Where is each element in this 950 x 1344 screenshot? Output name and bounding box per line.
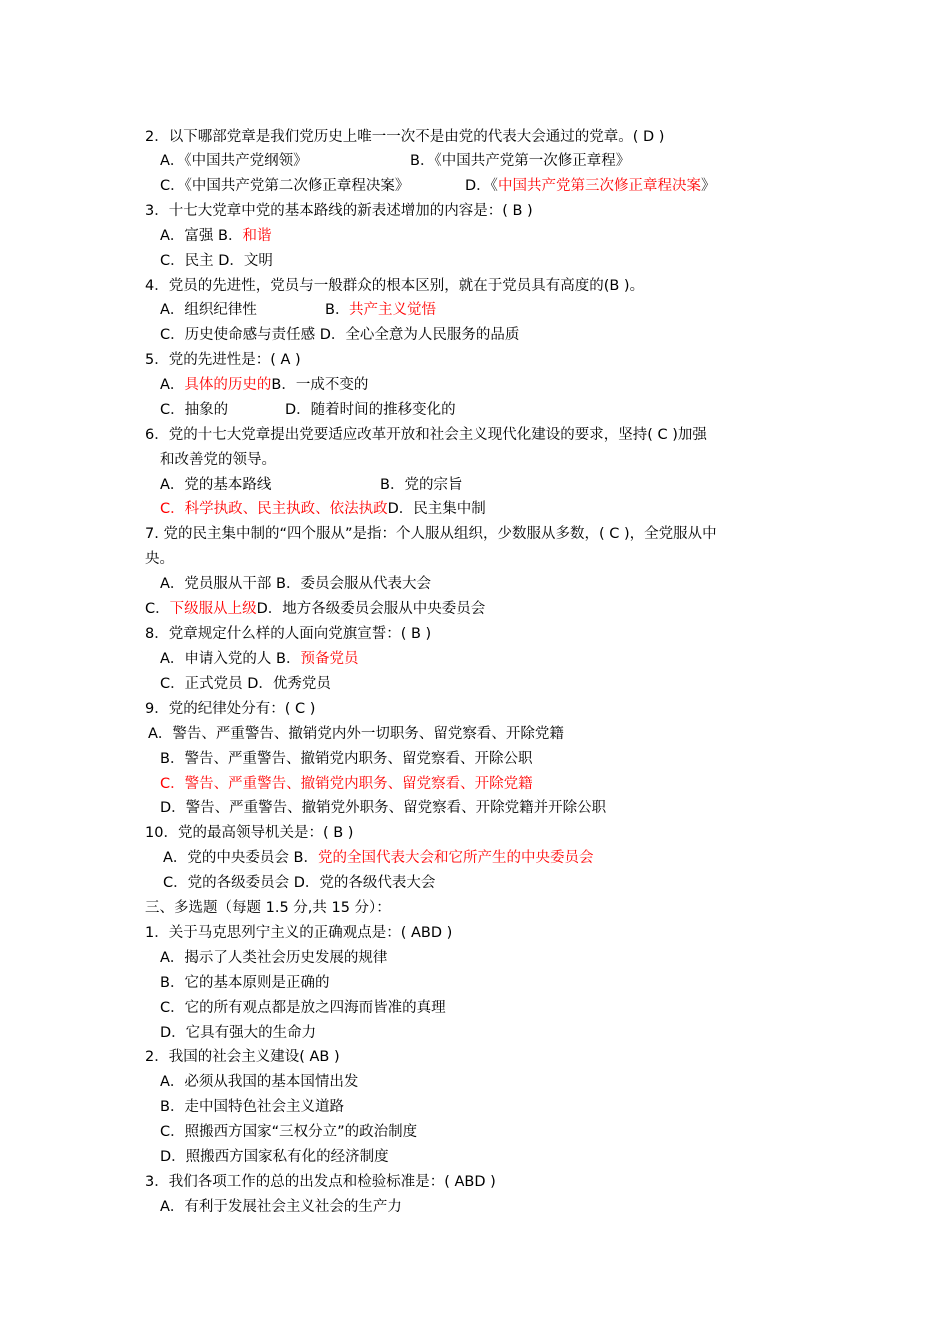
text-segment: D．照搬西方国家私有化的经济制度 xyxy=(160,1149,389,1165)
text-line xyxy=(145,425,707,445)
text-segment: C．民主 D．文明 xyxy=(160,253,273,269)
text-line xyxy=(160,973,329,993)
text-segment: 2．我国的社会主义建设( AB ) xyxy=(145,1049,340,1065)
answer-highlight: 下级服从上级 xyxy=(169,601,257,617)
text-segment: B．党的宗旨 xyxy=(380,477,463,493)
text-line xyxy=(160,798,606,818)
text-segment: B．走中国特色社会主义道路 xyxy=(160,1099,344,1115)
text-segment: A．警告、严重警告、撤销党内外一切职务、留党察看、开除党籍 xyxy=(148,726,564,742)
text-segment: A．组织纪律性 xyxy=(160,302,257,318)
text-line xyxy=(145,1047,340,1067)
text-segment: 9．党的纪律处分有：( C ) xyxy=(145,701,316,717)
text-segment: 》 xyxy=(701,178,716,194)
text-segment: C．抽象的 xyxy=(160,402,229,418)
text-line xyxy=(160,226,271,246)
text-segment: C．党的各级委员会 D．党的各级代表大会 xyxy=(163,875,436,891)
text-segment: B．警告、严重警告、撤销党内职务、留党察看、开除公职 xyxy=(160,751,533,767)
text-line xyxy=(145,898,391,918)
text-segment: 三、多选题（每题 1.5 分,共 15 分）： xyxy=(145,900,391,916)
text-line xyxy=(160,375,368,395)
text-segment: 央。 xyxy=(145,551,174,567)
text-segment: A．揭示了人类社会历史发展的规律 xyxy=(160,950,388,966)
text-segment: 3．十七大党章中党的基本路线的新表述增加的内容是：( B ) xyxy=(145,203,533,219)
text-line xyxy=(145,201,533,221)
text-segment: 4．党员的先进性，党员与一般群众的根本区别，就在于党员具有高度的(B )。 xyxy=(145,278,645,294)
text-line xyxy=(160,749,532,769)
text-segment: B．《中国共产党第一次修正章程》 xyxy=(410,153,631,169)
text-line xyxy=(160,1197,402,1217)
text-line xyxy=(145,524,717,544)
text-line xyxy=(160,1072,358,1092)
text-line xyxy=(160,574,431,594)
text-line xyxy=(160,948,387,968)
text-line xyxy=(160,1097,344,1117)
answer-highlight: 党的全国代表大会和它所产生的中央委员会 xyxy=(317,850,594,866)
text-segment: D．它具有强大的生命力 xyxy=(160,1025,317,1041)
text-line xyxy=(160,499,486,519)
text-line xyxy=(160,1147,389,1167)
text-segment: D．警告、严重警告、撤销党外职务、留党察看、开除党籍并开除公职 xyxy=(160,800,607,816)
text-segment: 8．党章规定什么样的人面向党旗宣誓：( B ) xyxy=(145,626,432,642)
text-line xyxy=(163,873,435,893)
text-line xyxy=(160,774,533,794)
text-line xyxy=(160,649,358,669)
text-line xyxy=(160,998,446,1018)
text-line xyxy=(160,674,331,694)
text-segment: B．一成不变的 xyxy=(271,377,369,393)
text-segment: D．民主集中制 xyxy=(387,501,486,517)
text-segment: A．党的中央委员会 B． xyxy=(163,850,318,866)
text-segment: 和改善党的领导。 xyxy=(160,452,276,468)
text-line xyxy=(145,699,315,719)
text-segment: 7. 党的民主集中制的“四个服从”是指：个人服从组织，少数服从多数，( C )，全党服从中 xyxy=(145,526,717,542)
text-line xyxy=(160,176,716,196)
text-segment: 5．党的先进性是：( A ) xyxy=(145,352,301,368)
answer-highlight: 和谐 xyxy=(242,228,272,244)
text-line xyxy=(160,1023,316,1043)
text-line xyxy=(160,400,456,420)
text-segment: D．《 xyxy=(465,178,498,194)
text-segment: C．它的所有观点都是放之四海而皆准的真理 xyxy=(160,1000,446,1016)
text-line xyxy=(160,151,631,171)
text-segment: C．历史使命感与责任感 D．全心全意为人民服务的品质 xyxy=(160,327,520,343)
text-line xyxy=(160,475,463,495)
text-line xyxy=(160,251,273,271)
text-line xyxy=(145,599,485,619)
text-segment: A．党的基本路线 xyxy=(160,477,272,493)
answer-highlight: C．警告、严重警告、撤销党内职务、留党察看、开除党籍 xyxy=(160,776,533,792)
text-line xyxy=(145,923,452,943)
text-segment: C．《中国共产党第二次修正章程决案》 xyxy=(160,178,410,194)
text-segment: D．地方各级委员会服从中央委员会 xyxy=(256,601,486,617)
text-segment: 2．以下哪部党章是我们党历史上唯一一次不是由党的代表大会通过的党章。( D ) xyxy=(145,129,665,145)
text-line xyxy=(145,624,431,644)
text-line xyxy=(145,549,174,569)
answer-highlight: 具体的历史的 xyxy=(184,377,272,393)
answer-highlight: 中国共产党第三次修正章程决案 xyxy=(498,178,701,194)
text-segment: C． xyxy=(145,601,170,617)
text-segment: A．党员服从干部 B．委员会服从代表大会 xyxy=(160,576,431,592)
text-line xyxy=(145,823,353,843)
text-segment: A． xyxy=(160,377,185,393)
text-line xyxy=(145,1172,496,1192)
text-line xyxy=(160,300,436,320)
text-segment: B．它的基本原则是正确的 xyxy=(160,975,330,991)
answer-highlight: C．科学执政、民主执政、依法执政 xyxy=(160,501,388,517)
text-line xyxy=(145,276,644,296)
text-segment: C．照搬西方国家“三权分立”的政治制度 xyxy=(160,1124,418,1140)
text-segment: 6．党的十七大党章提出党要适应改革开放和社会主义现代化建设的要求，坚持( C )加强 xyxy=(145,427,707,443)
text-segment: A．有利于发展社会主义社会的生产力 xyxy=(160,1199,402,1215)
text-line xyxy=(160,450,276,470)
text-segment: C．正式党员 D．优秀党员 xyxy=(160,676,331,692)
text-segment: A．《中国共产党纲领》 xyxy=(160,153,308,169)
text-segment: 1．关于马克思列宁主义的正确观点是：( ABD ) xyxy=(145,925,453,941)
text-line xyxy=(163,848,593,868)
text-segment: A．申请入党的人 B． xyxy=(160,651,301,667)
text-segment: A．富强 B． xyxy=(160,228,243,244)
text-segment: 10．党的最高领导机关是：( B ) xyxy=(145,825,354,841)
text-line xyxy=(160,1122,417,1142)
text-segment: D．随着时间的推移变化的 xyxy=(285,402,456,418)
text-line xyxy=(145,350,301,370)
text-segment: A．必须从我国的基本国情出发 xyxy=(160,1074,359,1090)
answer-highlight: 共产主义觉悟 xyxy=(349,302,436,318)
text-line xyxy=(145,127,664,147)
text-line xyxy=(148,724,564,744)
text-line xyxy=(160,325,519,345)
text-segment: B． xyxy=(325,302,350,318)
answer-highlight: 预备党员 xyxy=(300,651,359,667)
text-segment: 3．我们各项工作的总的出发点和检验标准是：( ABD ) xyxy=(145,1174,496,1190)
